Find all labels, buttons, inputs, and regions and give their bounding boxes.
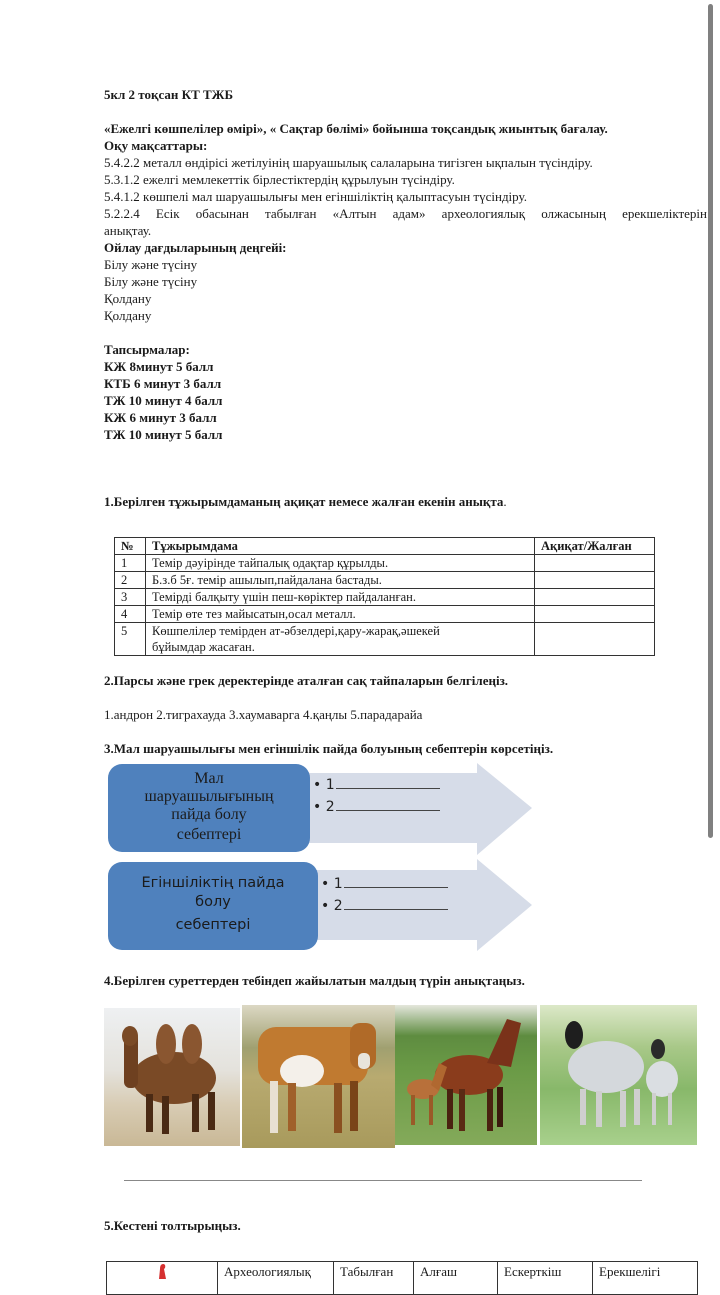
- table-row: [115, 606, 655, 623]
- skill-item: Білу және түсіну: [104, 257, 198, 272]
- task3-title: 3.Мал шаруашылығы мен егіншілік пайда болуының себептерін көрсетіңіз.: [104, 741, 554, 756]
- box-line: себептері: [175, 917, 251, 933]
- row-statement: Темір дәуірінде тайпалық одақтар құрылды.: [146, 555, 535, 572]
- statement-line: Көшпелілер темірден ат-әбзелдері,қару-жарақ,әшекей: [152, 624, 440, 638]
- box-line: пайда болу: [171, 806, 247, 823]
- row-num: 5: [115, 623, 146, 656]
- objectives-label: Оқу мақсаттары:: [104, 138, 208, 153]
- box-line: шаруашылығының: [144, 788, 274, 805]
- row-answer-cell[interactable]: [535, 572, 655, 589]
- horse-image: [395, 1005, 537, 1145]
- row-num: 4: [115, 606, 146, 623]
- objective-item: 5.2.2.4 Есік обасынан табылған «Алтын адам» археологиялық олжасының ерекшеліктерін: [104, 206, 707, 221]
- sheep-icon: [540, 1005, 697, 1145]
- header-answer: Ақиқат/Жалған: [535, 538, 655, 555]
- item-number: 2: [325, 799, 335, 815]
- task2-title: 2.Парсы және грек деректерінде аталған сақ тайпаларын белгілеңіз.: [104, 673, 509, 688]
- objective-item-cont: анықтау.: [104, 223, 152, 238]
- tasks-label: Тапсырмалар:: [104, 342, 190, 357]
- header-statement: Тұжырымдама: [146, 538, 535, 555]
- skill-item: Білу және түсіну: [104, 274, 198, 289]
- camel-icon: [104, 1008, 240, 1146]
- table-row: [115, 572, 655, 589]
- row-answer-cell[interactable]: [535, 623, 655, 656]
- row-num: 1: [115, 555, 146, 572]
- livestock-reasons-box: [108, 764, 310, 852]
- box-line: Мал: [194, 770, 224, 787]
- skills-label: Ойлау дағдыларының деңгейі:: [104, 240, 287, 255]
- farming-reasons-box: [108, 862, 318, 950]
- skill-item: Қолдану: [104, 291, 152, 306]
- golden-man-icon: [155, 1263, 169, 1279]
- blank-item[interactable]: • 2: [313, 797, 440, 815]
- true-false-table: [114, 537, 655, 656]
- item-number: 1: [325, 777, 335, 793]
- task4-title: 4.Берілген суреттерден тебіндеп жайылатын малдың түрін анықтаңыз.: [104, 973, 525, 988]
- row-answer-cell[interactable]: [535, 555, 655, 572]
- task1-title-end: .: [503, 494, 507, 509]
- row-statement: Б.з.б 5ғ. темір ашылып,пайдалана бастады.: [146, 572, 535, 589]
- answer-blank[interactable]: [336, 797, 440, 811]
- item-number: 1: [333, 876, 343, 892]
- header-first: Алғаш: [414, 1262, 498, 1295]
- row-num: 2: [115, 572, 146, 589]
- header-num: №: [115, 538, 146, 555]
- header-archaeological: Археологиялық: [218, 1262, 334, 1295]
- answer-blank[interactable]: [344, 874, 448, 888]
- table-row: [115, 555, 655, 572]
- cow-image: [242, 1005, 395, 1148]
- task-item: ТЖ 10 минут 5 балл: [104, 427, 223, 442]
- header-monument: Ескерткіш: [498, 1262, 593, 1295]
- blank-item[interactable]: • 1: [313, 775, 440, 793]
- row-num: 3: [115, 589, 146, 606]
- skill-item: Қолдану: [104, 308, 152, 323]
- box-line: себептері: [176, 826, 242, 843]
- task-item: КЖ 8минут 5 балл: [104, 359, 214, 374]
- camel-image: [104, 1008, 240, 1146]
- answer-line[interactable]: [124, 1180, 642, 1181]
- table-row: [115, 623, 655, 656]
- document-subtitle: «Ежелгі көшпелілер өмірі», « Сақтар бөлімі» бойынша тоқсандық жиынтық бағалау.: [104, 121, 608, 136]
- row-statement: [146, 623, 535, 656]
- objective-item: 5.3.1.2 ежелгі мемлекеттік бірлестіктердің құрылуын түсіндіру.: [104, 172, 455, 187]
- objective-item: 5.4.1.2 көшпелі мал шаруашылығы мен егіншіліктің қалыптасуын түсіндіру.: [104, 189, 527, 204]
- task-item: КЖ 6 минут 3 балл: [104, 410, 217, 425]
- table-row: [115, 589, 655, 606]
- statement-line: бұйымдар жасаған.: [152, 640, 255, 654]
- table-header-row: [107, 1262, 698, 1295]
- horse-icon: [395, 1005, 537, 1145]
- box-line: Егіншіліктің пайда: [141, 875, 285, 891]
- answer-blank[interactable]: [336, 775, 440, 789]
- document-title: 5кл 2 тоқсан КТ ТЖБ: [104, 87, 234, 102]
- task2-options: 1.андрон 2.тиграхауда 3.хаумаварга 4.қаңлы 5.парадарайа: [104, 707, 423, 722]
- row-statement: Темір өте тез майысатын,осал металл.: [146, 606, 535, 623]
- item-number: 2: [333, 898, 343, 914]
- objective-item: 5.4.2.2 металл өндірісі жетілуінің шаруашылық салаларына тигізген ықпалын түсіндіру.: [104, 155, 593, 170]
- cow-icon: [242, 1005, 395, 1148]
- header-features: Ерекшелігі: [593, 1262, 698, 1295]
- task1-title: [104, 493, 507, 510]
- task5-title: 5.Кестені толтырыңыз.: [104, 1218, 241, 1233]
- header-icon-cell: [107, 1262, 218, 1295]
- task-item: КТБ 6 минут 3 балл: [104, 376, 222, 391]
- blank-item[interactable]: • 2: [321, 896, 448, 914]
- sheep-image: [540, 1005, 697, 1145]
- table-header-row: [115, 538, 655, 555]
- fill-in-table: [106, 1261, 698, 1295]
- box-line: болу: [195, 894, 231, 910]
- answer-blank[interactable]: [344, 896, 448, 910]
- task1-title-text: 1.Берілген тұжырымдаманың ақиқат немесе жалған екенін анықта: [104, 494, 504, 509]
- task-item: ТЖ 10 минут 4 балл: [104, 393, 223, 408]
- row-answer-cell[interactable]: [535, 606, 655, 623]
- scrollbar-thumb[interactable]: [708, 4, 713, 838]
- row-statement: Темірді балқыту үшін пеш-көріктер пайдаланған.: [146, 589, 535, 606]
- header-found: Табылған: [334, 1262, 414, 1295]
- blank-item[interactable]: • 1: [321, 874, 448, 892]
- row-answer-cell[interactable]: [535, 589, 655, 606]
